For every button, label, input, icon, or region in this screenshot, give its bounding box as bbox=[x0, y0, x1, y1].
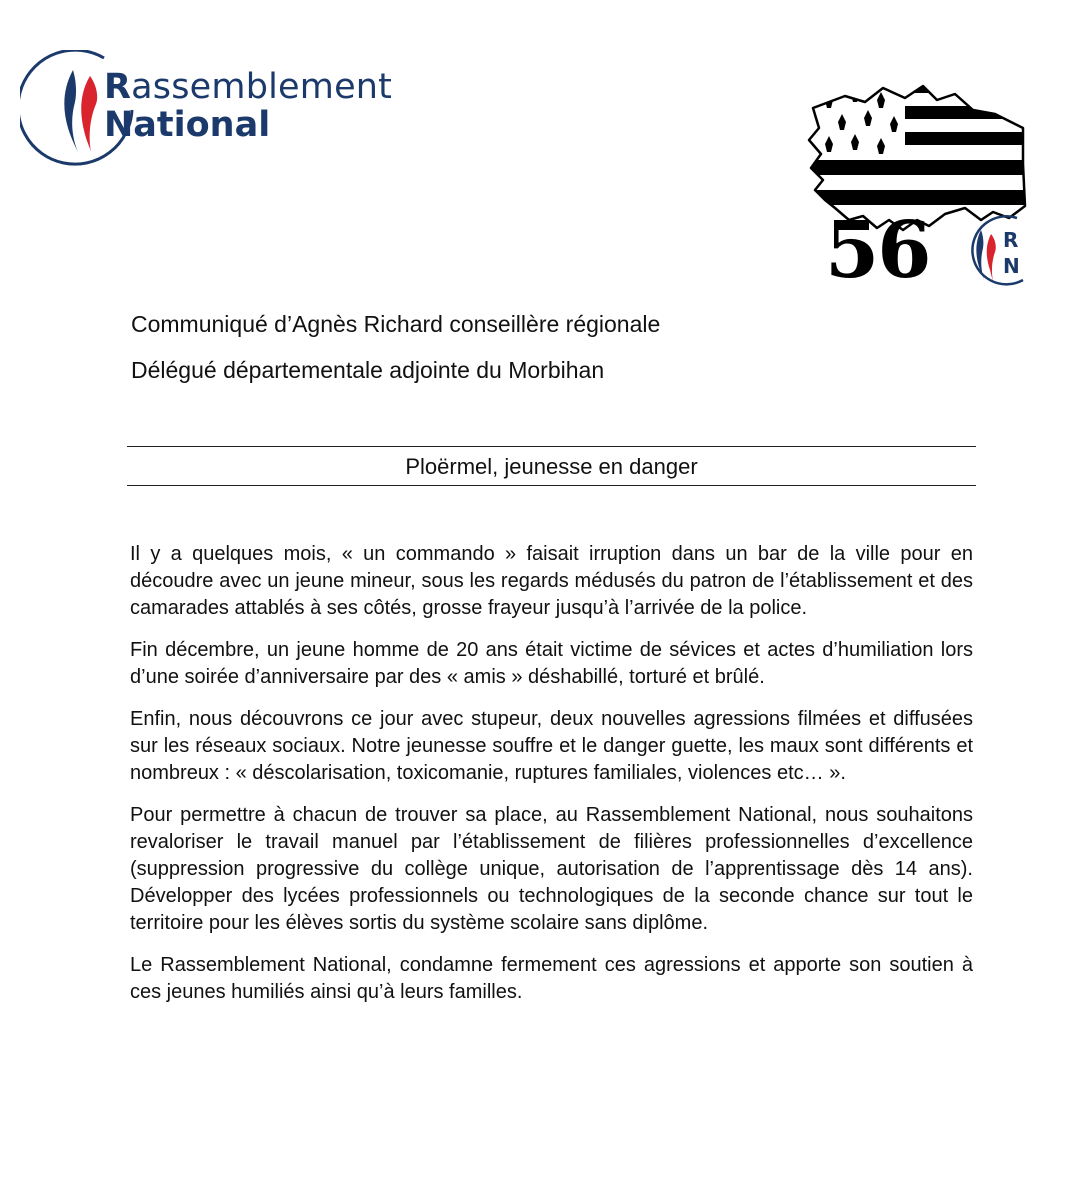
rassemblement-national-logo bbox=[20, 50, 440, 170]
paragraph: Le Rassemblement National, condamne fermement ces agressions et apporte son soutien à ces jeunes humiliés ainsi qu’à leurs familles. bbox=[130, 954, 973, 1003]
role-line: Délégué départementale adjointe du Morbihan bbox=[131, 357, 605, 383]
author-line: Communiqué d’Agnès Richard conseillère régionale bbox=[131, 311, 661, 337]
rn-wordmark bbox=[104, 67, 393, 145]
wordmark-initial: R bbox=[104, 67, 132, 107]
paragraph: Fin décembre, un jeune homme de 20 ans était victime de sévices et actes d’humiliation lors d’une soirée d’anniversaire par des « amis » déshabillé, torturé et brûlé. bbox=[130, 639, 973, 688]
body-text bbox=[130, 541, 973, 1021]
title-block bbox=[127, 446, 976, 486]
paragraph: Enfin, nous découvrons ce jour avec stupeur, deux nouvelles agressions filmées et diffusées sur les réseaux sociaux. Notre jeunesse souffre et le danger guette, les maux sont différents et nombreux : « déscolarisation, toxicomanie, ruptures familiales, violences etc… ». bbox=[130, 708, 973, 784]
morbihan-department-logo bbox=[805, 80, 1035, 300]
paragraph: Pour permettre à chacun de trouver sa place, au Rassemblement National, nous souhaitons revaloriser le travail manuel par l’établissement de filières professionnelles d’excellence (suppression progressive du collège unique, autorisation de l’apprentissage dès 14 ans). Développer des lycées professionnels ou technologiques de la seconde chance sur tout le territoire pour les élèves sortis du système scolaire sans diplôme. bbox=[130, 804, 973, 934]
document-title: Ploërmel, jeunesse en danger bbox=[405, 454, 698, 479]
badge-letter-n: N bbox=[1003, 254, 1020, 278]
wordmark-line1 bbox=[104, 67, 393, 107]
paragraph: Il y a quelques mois, « un commando » faisait irruption dans un bar de la ville pour en découdre avec un jeune mineur, sous les regards médusés du patron de l’établissement et des camarades attablés à ses côtés, grosse frayeur jusqu’à l’arrivée de la police. bbox=[130, 543, 973, 619]
department-number: 56 bbox=[825, 205, 930, 296]
wordmark-line2: National bbox=[104, 105, 271, 145]
badge-letter-r: R bbox=[1003, 228, 1019, 252]
wordmark-rest: assemblement bbox=[131, 67, 393, 107]
